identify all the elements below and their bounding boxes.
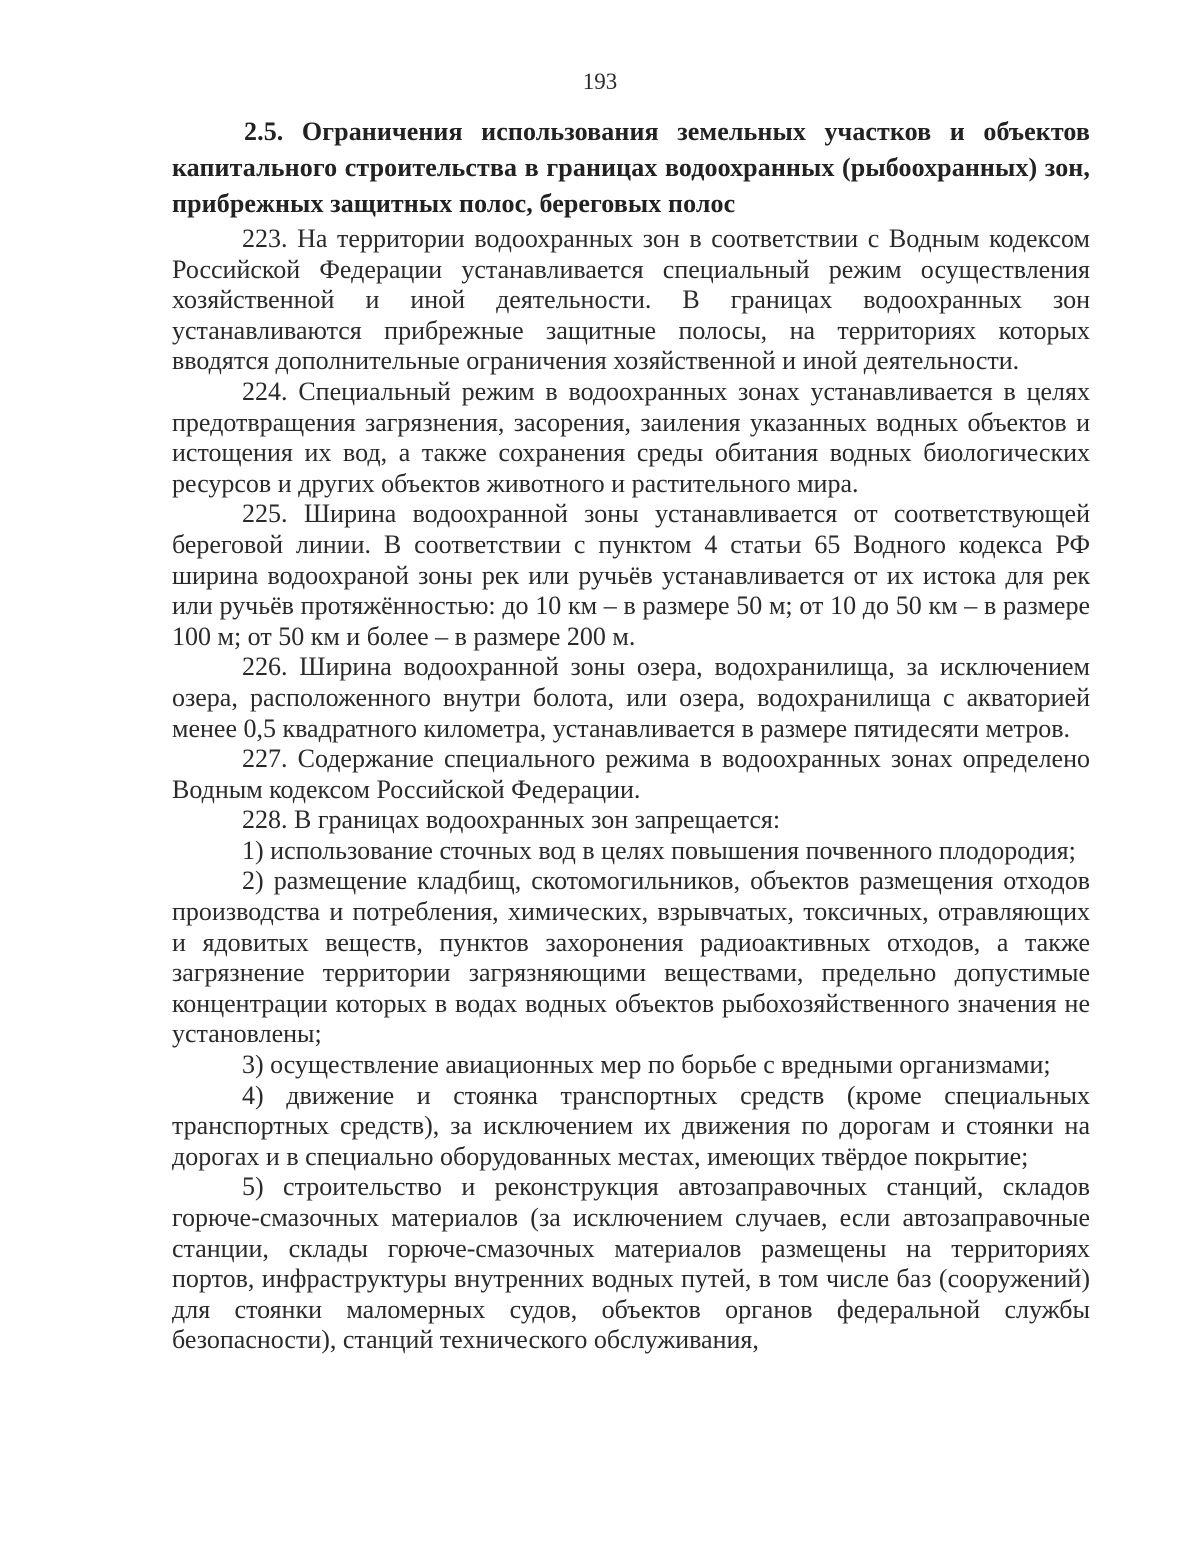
paragraph-224: 224. Специальный режим в водоохранных зонах устанавливается в целях предотвращения загрязнения, засорения, заиления указанных водных объектов и истощения их вод, а также сохранения среды обитания водных биологических ресурсов и других объектов животного и растительного мира. — [172, 376, 1090, 498]
paragraph-226: 226. Ширина водоохранной зоны озера, водохранилища, за исключением озера, расположенного внутри болота, или озера, водохранилища с акваторией менее 0,5 квадратного километра, устанавливается в размере пятидесяти метров. — [172, 652, 1090, 743]
list-item-4: 4) движение и стоянка транспортных средств (кроме специальных транспортных средств), за исключением их движения по дорогам и стоянки на дорогах и в специально оборудованных местах, имеющих твёрдое покрытие; — [172, 1080, 1090, 1171]
paragraph-227: 227. Содержание специального режима в водоохранных зонах определено Водным кодексом Российской Федерации. — [172, 744, 1090, 804]
page-number: 193 — [582, 69, 618, 94]
list-item-1: 1) использование сточных вод в целях повышения почвенного плодородия; — [242, 835, 1076, 865]
paragraph-223: 223. На территории водоохранных зон в соответствии с Водным кодексом Российской Федерации устанавливается специальный режим осуществления хозяйственной и иной деятельности. В границах водоохранных зон устанавливаются прибрежные защитные полосы, на территориях которых вводятся дополнительные ограничения хозяйственной и иной деятельности. — [172, 224, 1090, 376]
list-item-3: 3) осуществление авиационных мер по борьбе с вредными организмами; — [242, 1050, 1051, 1080]
list-item-2: 2) размещение кладбищ, скотомогильников, объектов размещения отходов производства и потребления, химических, взрывчатых, токсичных, отравляющих и ядовитых веществ, пунктов захоронения радиоактивных отходов, а также загрязнение территории загрязняющими веществами, предельно допустимые концентрации которых в водах водных объектов рыбохозяйственного значения не установлены; — [172, 866, 1090, 1049]
list-item-5: 5) строительство и реконструкция автозаправочных станций, складов горюче-смазочных материалов (за исключением случаев, если автозаправочные станции, склады горюче-смазочных материалов размещены на территориях портов, инфраструктуры внутренних водных путей, в том числе баз (сооружений) для стоянки маломерных судов, объектов органов федеральной службы безопасности), станций технического обслуживания, — [172, 1172, 1090, 1355]
paragraph-225: 225. Ширина водоохранной зоны устанавливается от соответствующей береговой линии. В соответствии с пунктом 4 статьи 65 Водного кодекса РФ ширина водоохраной зоны рек или ручьёв устанавливается от их истока для рек или ручьёв протяжённостью: до 10 км – в размере 50 м; от 10 до 50 км – в размере 100 м; от 50 км и более – в размере 200 м. — [172, 499, 1090, 651]
document-body — [172, 114, 1090, 1356]
paragraph-228: 228. В границах водоохранных зон запрещается: — [242, 805, 781, 835]
section-heading: 2.5. Ограничения использования земельных участков и объектов капитального строительства в границах водоохранных (рыбоохранных) зон, прибрежных защитных полос, береговых полос — [172, 117, 1090, 218]
